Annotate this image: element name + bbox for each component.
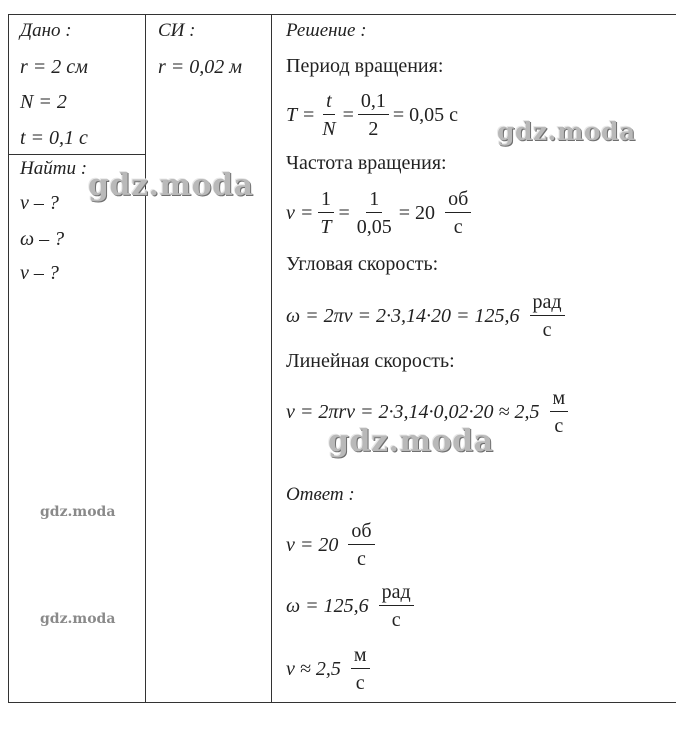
watermark-logo: gdz.moda (40, 611, 116, 627)
angular-expression: ω = 2πν = 2·3,14·20 = 125,6 (286, 304, 520, 327)
column-divider-2 (271, 14, 272, 702)
table-top-border (8, 14, 676, 15)
frequency-title: Частота вращения: (286, 152, 447, 174)
period-title: Период вращения: (286, 55, 444, 77)
answer-linear: v ≈ 2,5 $\frac{м}{с}$ (286, 640, 374, 698)
frequency-lhs: ν = (286, 201, 314, 224)
linear-unit: $\frac{м}{с}$ (550, 387, 569, 437)
given-radius: r = 2 см (20, 56, 88, 78)
answer-angular: ω = 125,6 $\frac{\text{рад}}{с}$ (286, 577, 418, 635)
watermark-logo: gdz.moda (40, 504, 116, 520)
linear-expression: v = 2πrν = 2·3,14·0,02·20 ≈ 2,5 (286, 400, 540, 423)
linear-title: Линейная скорость: (286, 350, 455, 372)
answer-frequency: ν = 20 $\frac{об}{с}$ (286, 516, 379, 574)
solution-header: Решение : (286, 20, 367, 41)
answer-frequency-unit: $\frac{об}{с}$ (348, 520, 374, 570)
column-divider-1 (145, 14, 146, 702)
answer-header: Ответ : (286, 484, 355, 505)
si-header: СИ : (158, 20, 196, 41)
watermark-logo: gdz.moda (88, 168, 254, 203)
table-left-border (8, 14, 9, 702)
find-angular: ω – ? (20, 228, 65, 250)
period-result: = 0,05 с (392, 103, 459, 126)
find-linear: v – ? (20, 262, 59, 284)
angular-unit: $\frac{\text{рад}}{с}$ (530, 291, 565, 341)
period-formula: T = $\frac{t}{N}$ = $\frac{0,1}{2}$ = 0,05 с (286, 90, 459, 140)
frequency-formula: ν = $\frac{1}{T}$ = $\frac{1}{0,05}$ = 20 $\frac{об}{с}$ (286, 184, 475, 242)
period-fraction-1: $\frac{t}{N}$ (322, 90, 336, 140)
given-time: t = 0,1 с (20, 127, 88, 149)
answer-angular-unit: $\frac{\text{рад}}{с}$ (379, 581, 414, 631)
find-frequency: ν – ? (20, 192, 59, 214)
watermark-logo: gdz.moda (328, 424, 494, 459)
find-header: Найти : (20, 158, 88, 179)
given-header: Дано : (20, 20, 72, 41)
table-bottom-border (8, 702, 676, 703)
period-fraction-2: $\frac{0,1}{2}$ (358, 90, 389, 140)
frequency-unit: $\frac{об}{с}$ (445, 188, 471, 238)
angular-title: Угловая скорость: (286, 253, 439, 275)
watermark-logo: gdz.moda (497, 117, 636, 146)
frequency-fraction-2: $\frac{1}{0,05}$ (356, 188, 392, 238)
answer-linear-unit: $\frac{м}{с}$ (351, 644, 370, 694)
frequency-fraction-1: $\frac{1}{T}$ (317, 188, 334, 238)
given-find-divider (8, 154, 145, 155)
angular-formula (286, 287, 569, 345)
period-lhs: T = (286, 103, 316, 126)
frequency-result: = 20 (398, 201, 436, 224)
given-count: N = 2 (20, 91, 67, 113)
si-radius: r = 0,02 м (158, 56, 243, 78)
